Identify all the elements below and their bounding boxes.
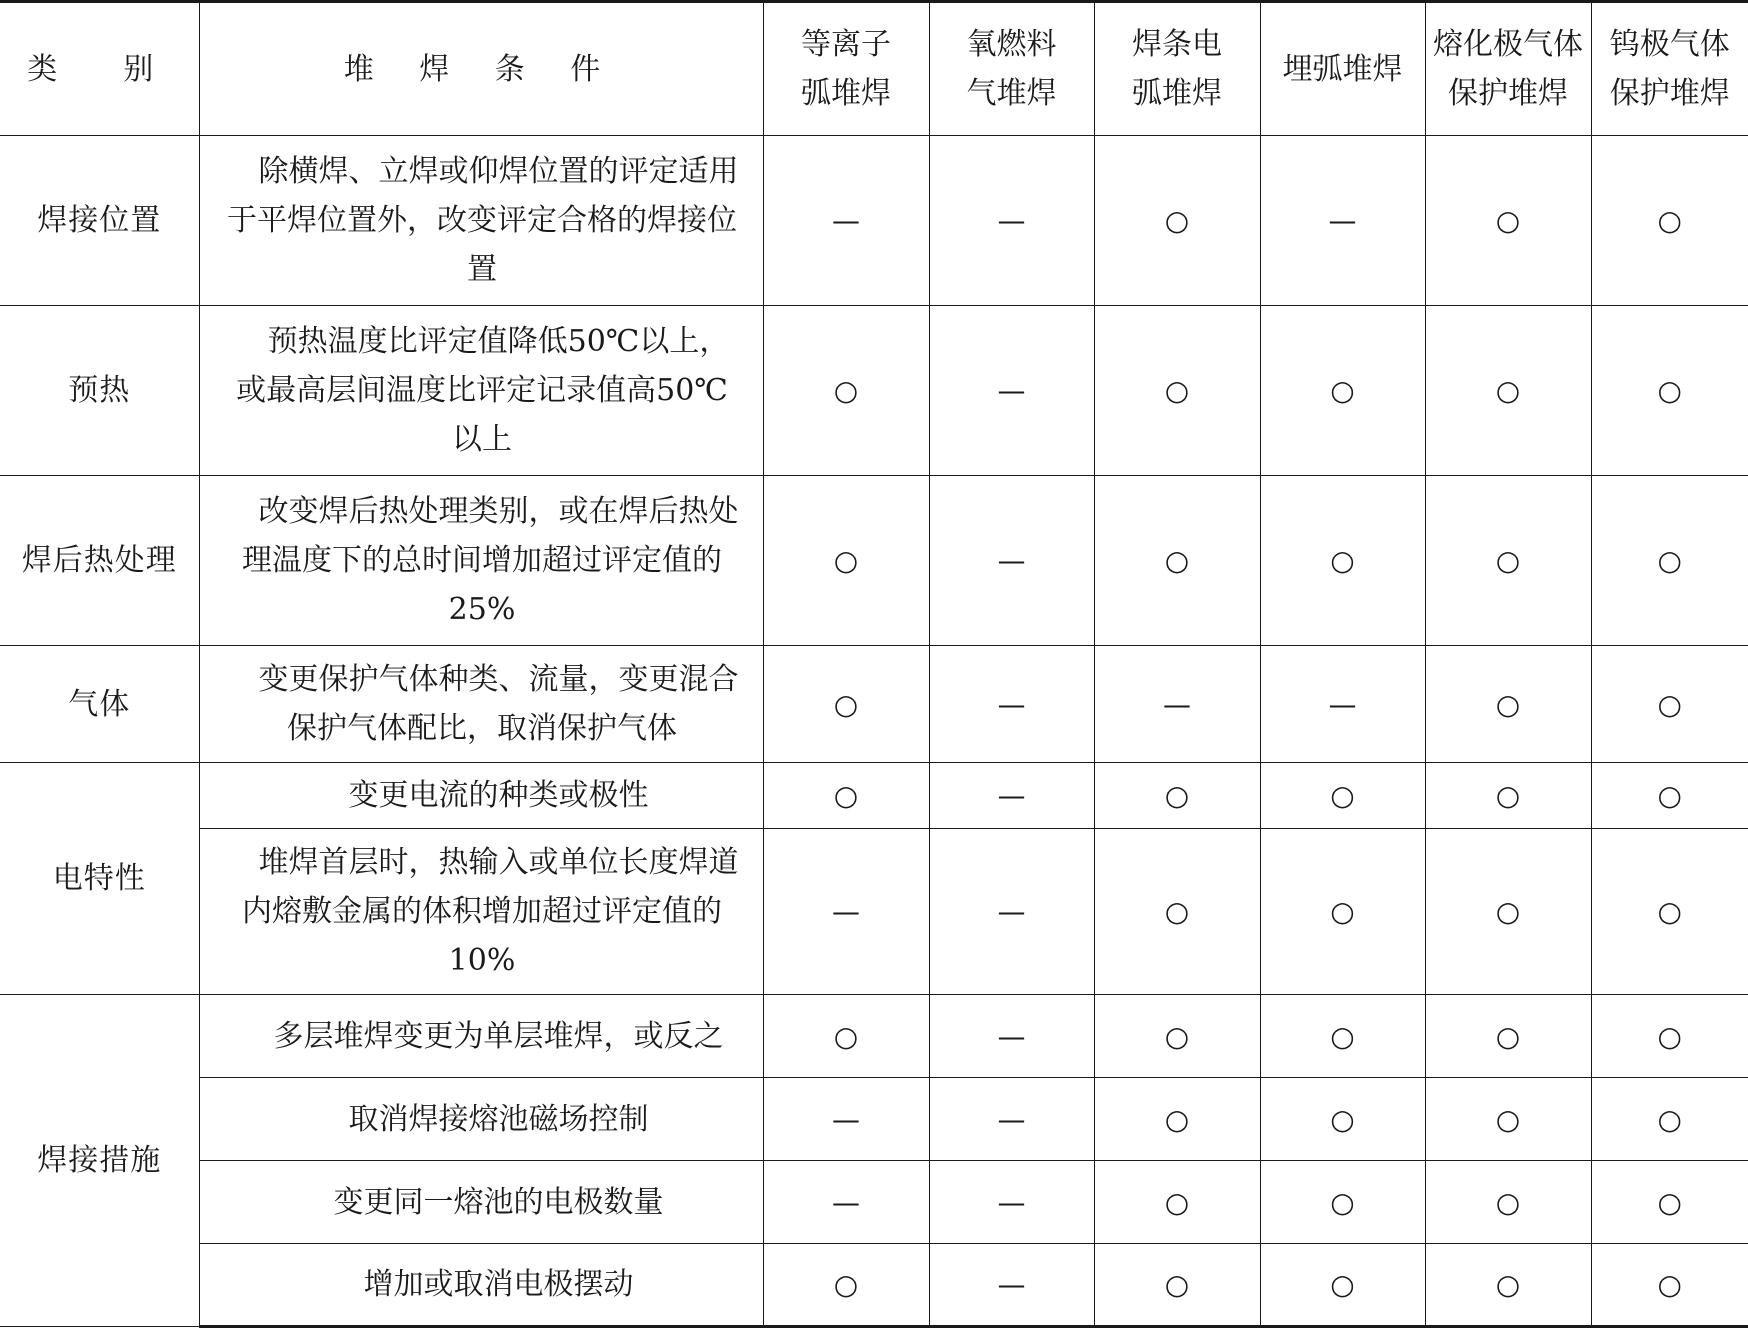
- mark-cell: ○: [1094, 1161, 1260, 1244]
- mark-cell: ○: [1094, 306, 1260, 476]
- mark-cell: ○: [1591, 306, 1748, 476]
- table-row: [0, 476, 1748, 646]
- condition-cell: 改变焊后热处理类别，或在焊后热处理温度下的总时间增加超过评定值的25%: [199, 476, 763, 646]
- mark-cell: ○: [1425, 763, 1591, 829]
- header-condition: 堆 焊 条 件: [199, 2, 763, 136]
- condition-cell: 变更保护气体种类、流量，变更混合保护气体配比，取消保护气体: [199, 646, 763, 763]
- mark-cell: ○: [1094, 829, 1260, 995]
- mark-cell: ○: [1425, 995, 1591, 1078]
- mark-cell: ○: [1591, 995, 1748, 1078]
- table-row: [0, 995, 1748, 1078]
- category-cell: 焊接位置: [0, 136, 199, 306]
- category-cell: 电特性: [0, 763, 199, 995]
- header-category: 类 别: [0, 2, 199, 136]
- mark-cell: ○: [763, 306, 929, 476]
- condition-cell: 增加或取消电极摆动: [199, 1244, 763, 1327]
- mark-cell: —: [929, 306, 1094, 476]
- condition-cell: 变更电流的种类或极性: [199, 763, 763, 829]
- mark-cell: ○: [763, 476, 929, 646]
- category-cell: 预热: [0, 306, 199, 476]
- category-cell: 焊后热处理: [0, 476, 199, 646]
- mark-cell: ○: [1591, 763, 1748, 829]
- mark-cell: ○: [1591, 136, 1748, 306]
- mark-cell: —: [763, 136, 929, 306]
- mark-cell: —: [929, 1244, 1094, 1327]
- mark-cell: ○: [1591, 646, 1748, 763]
- category-cell: 气体: [0, 646, 199, 763]
- mark-cell: —: [763, 1078, 929, 1161]
- mark-cell: —: [1094, 646, 1260, 763]
- mark-cell: ○: [1260, 1078, 1425, 1161]
- mark-cell: —: [929, 646, 1094, 763]
- mark-cell: ○: [763, 646, 929, 763]
- condition-cell: 多层堆焊变更为单层堆焊，或反之: [199, 995, 763, 1078]
- table-row: [0, 763, 1748, 829]
- mark-cell: ○: [1260, 995, 1425, 1078]
- mark-cell: —: [929, 829, 1094, 995]
- mark-cell: ○: [1425, 646, 1591, 763]
- header-process-plasma: 等离子 弧堆焊: [763, 2, 929, 136]
- mark-cell: ○: [1591, 1161, 1748, 1244]
- header-process-saw: 埋弧堆焊: [1260, 2, 1425, 136]
- mark-cell: —: [929, 136, 1094, 306]
- condition-cell: 变更同一熔池的电极数量: [199, 1161, 763, 1244]
- mark-cell: ○: [1260, 763, 1425, 829]
- table-row: [0, 646, 1748, 763]
- mark-cell: ○: [763, 995, 929, 1078]
- mark-cell: —: [929, 995, 1094, 1078]
- mark-cell: ○: [1094, 1244, 1260, 1327]
- mark-cell: ○: [1425, 1078, 1591, 1161]
- condition-cell: 预热温度比评定值降低50℃以上，或最高层间温度比评定记录值高50℃以上: [199, 306, 763, 476]
- mark-cell: ○: [763, 1244, 929, 1327]
- mark-cell: ○: [1260, 1244, 1425, 1327]
- mark-cell: —: [763, 1161, 929, 1244]
- category-cell: 焊接措施: [0, 995, 199, 1327]
- mark-cell: ○: [1094, 1078, 1260, 1161]
- mark-cell: ○: [1425, 136, 1591, 306]
- header-process-gtaw: 钨极气体 保护堆焊: [1591, 2, 1748, 136]
- mark-cell: ○: [1260, 1161, 1425, 1244]
- mark-cell: —: [1260, 646, 1425, 763]
- mark-cell: ○: [1094, 136, 1260, 306]
- mark-cell: ○: [1260, 306, 1425, 476]
- mark-cell: ○: [1094, 476, 1260, 646]
- mark-cell: ○: [1425, 829, 1591, 995]
- table-row: [0, 136, 1748, 306]
- condition-cell: 取消焊接熔池磁场控制: [199, 1078, 763, 1161]
- table-row: [0, 1161, 1748, 1244]
- mark-cell: ○: [763, 763, 929, 829]
- header-process-smaw: 焊条电 弧堆焊: [1094, 2, 1260, 136]
- header-row: [0, 2, 1748, 136]
- mark-cell: ○: [1260, 476, 1425, 646]
- mark-cell: ○: [1591, 476, 1748, 646]
- mark-cell: ○: [1425, 306, 1591, 476]
- mark-cell: ○: [1425, 1161, 1591, 1244]
- mark-cell: ○: [1425, 476, 1591, 646]
- mark-cell: —: [763, 829, 929, 995]
- mark-cell: —: [929, 763, 1094, 829]
- mark-cell: —: [1260, 136, 1425, 306]
- condition-cell: 除横焊、立焊或仰焊位置的评定适用于平焊位置外，改变评定合格的焊接位置: [199, 136, 763, 306]
- header-process-gmaw: 熔化极气体 保护堆焊: [1425, 2, 1591, 136]
- mark-cell: ○: [1260, 829, 1425, 995]
- mark-cell: ○: [1591, 829, 1748, 995]
- mark-cell: —: [929, 1161, 1094, 1244]
- mark-cell: ○: [1425, 1244, 1591, 1327]
- mark-cell: ○: [1094, 763, 1260, 829]
- table-row: [0, 1078, 1748, 1161]
- table-row: [0, 306, 1748, 476]
- mark-cell: —: [929, 1078, 1094, 1161]
- condition-cell: 堆焊首层时，热输入或单位长度焊道内熔敷金属的体积增加超过评定值的10%: [199, 829, 763, 995]
- header-process-oxyfuel: 氧燃料 气堆焊: [929, 2, 1094, 136]
- mark-cell: ○: [1591, 1078, 1748, 1161]
- mark-cell: —: [929, 476, 1094, 646]
- table-row: [0, 1244, 1748, 1327]
- mark-cell: ○: [1591, 1244, 1748, 1327]
- table-row: [0, 829, 1748, 995]
- mark-cell: ○: [1094, 995, 1260, 1078]
